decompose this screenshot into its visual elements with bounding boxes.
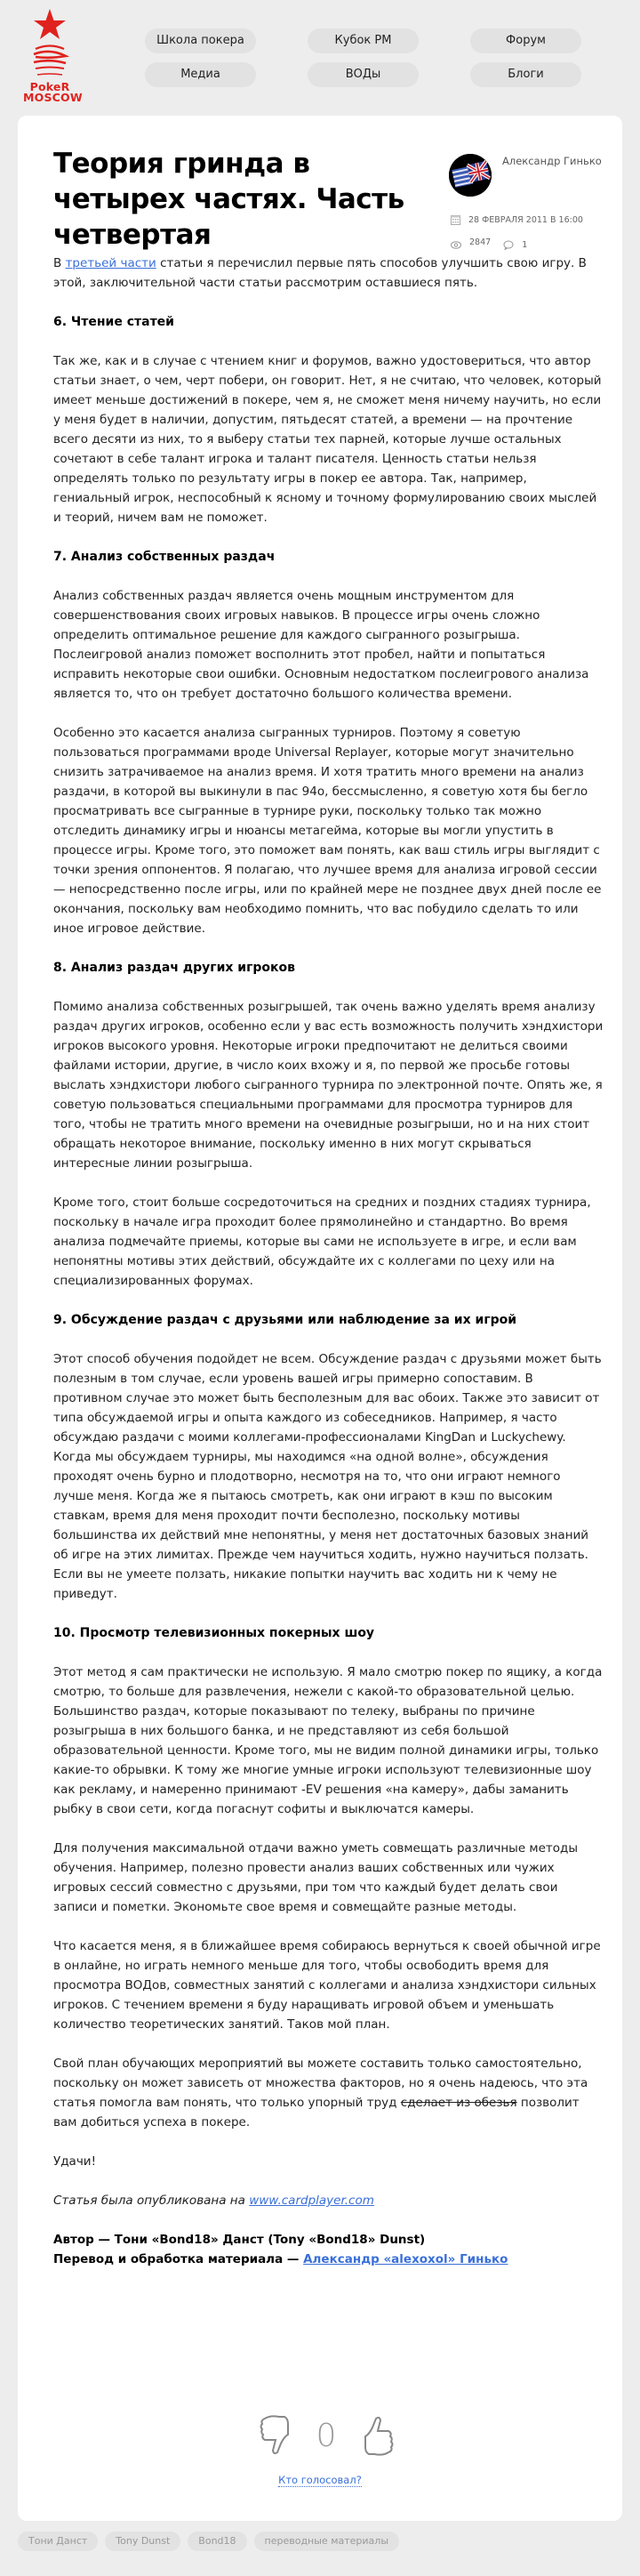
section-heading: 10. Просмотр телевизионных покерных шоу <box>53 1626 375 1640</box>
eye-icon <box>451 241 461 249</box>
paragraph: Так же, как и в случае с чтением книг и форумов, важно удостовериться, что автор статьи знает, о чем, черт побери, он говорит. Нет, я не считаю, что человек, который имеет меньше достижений в покере, чем я, не сможет меня ничему научить, но если у меня будет в наличии, допустим, пятьдесят статей, а времени — на прочтение всего десяти из них, то я выберу статьи тех парней, которые лучше остальных сочетают в себе талант игрока и талант писателя. Ценность статьи нельзя определять только по результату игры в покер ее автора. Так, например, гениальный игрок, неспособный к ясному и точному формулированию своих мыслей и теорий, ничем вам не поможет. <box>53 354 602 525</box>
translation-prefix: Перевод и обработка материала — <box>53 2252 304 2266</box>
who-voted <box>18 2472 622 2488</box>
date-text: 28 ФЕВРАЛЯ 2011 В 16:00 <box>468 215 583 225</box>
section-heading: 7. Анализ собственных раздач <box>53 550 276 564</box>
article-title: Теория гринда в четырех частях. Часть четвертая <box>53 148 404 251</box>
closing-text: Свой план обучающих мероприятий вы можете составить только самостоятельно, поскольку он может зависеть от множества факторов, но я очень надеюсь, что эта статья помогла вам понять, что только упорный труд <box>53 2057 588 2110</box>
nav-blogs[interactable]: Блоги <box>470 62 581 87</box>
comment-icon[interactable] <box>503 240 514 250</box>
paragraph: Для получения максимальной отдачи важно уметь совмещать различные методы обучения. Например, полезно провести анализ ваших собственных или чужих игровых сессий совместно с друзьями, при том что каждый будет делать свои записи и пометки. Экономьте свое время и совмещайте разные методы. <box>53 1841 579 1914</box>
logo-line-1: PokeR <box>29 80 70 93</box>
star-icon <box>23 7 76 80</box>
translation-credit <box>53 2250 604 2269</box>
nav-media[interactable]: Медиа <box>145 62 256 87</box>
paragraph: Кроме того, стоит больше сосредоточиться на средних и поздних стадиях турнира, поскольку в начале игра проходит более прямолинейно и стандартно. Во время анализа подмечайте приемы, которые вы сами не используете в игре, и если вам непонятны мотивы этих действий, обсуждайте их с коллегами по цеху или на специализированных форумах. <box>53 1195 591 1288</box>
nav-poker-school[interactable]: Школа покера <box>145 28 256 53</box>
paragraph: Этот метод я сам практически не использую. Я мало смотрю покер по ящику, а когда смотрю, то больше для развлечения, нежели с какой-то образовательной целью. Большинство раздач, которые показывают по телеку, выбраны по причине розыгрыша в них большого банка, и не представляют из себя большой образовательной ценности. Кроме того, мы не видим полной динамики игры, только какие-то обрывки. К тому же многие умные игроки используют телевизионные шоу как рекламу, и намеренно принимают -EV решения «на камеру», дабы заманить рыбку в свои сети, когда погаснут софиты и выключатся камеры. <box>53 1665 603 1816</box>
section-heading: 8. Анализ раздач других игроков <box>53 961 296 975</box>
source-prefix: Статья была опубликована на <box>53 2194 250 2208</box>
credits <box>53 2230 604 2269</box>
nav-vods[interactable]: ВОДы <box>308 62 419 87</box>
flag-avatar-icon <box>449 154 492 197</box>
thumbs-down-icon[interactable] <box>258 2413 302 2458</box>
author-name[interactable]: Александр Гинько <box>502 155 602 167</box>
paragraph: Этот способ обучения подойдет не всем. Обсуждение раздач с друзьями может быть полезным в том случае, если уровень вашей игры примерно сопоставим. В противном случае это может быть бесполезным для вас обоих. Также это зависит от типа обсуждаемой игры и опыта каждого из собеседников. Например, я часто обсуждаю раздачи с моими коллегами-профессионалами KingDan и Luckychewy. Когда мы обсуждаем турниры, мы находимся «на одной волне», обсуждения проходят очень бурно и плодотворно, несмотря на то, что они играют немного лучше меня. Когда же я пытаюсь смотреть, как они играют в кэш по высоким ставкам, время для меня проходит почти бесполезно, поскольку мотивы большинства их действий мне непонятны, у меня нет достаточных базовых знаний об игре на этих лимитах. Прежде чем научиться ходить, нужно научиться ползать. Если вы не умеете ползать, никакие попытки научить вас ходить ни к чему не приведут. <box>53 1352 602 1601</box>
author-avatar[interactable] <box>449 154 492 197</box>
part-three-link[interactable]: третьей части <box>65 256 156 270</box>
goodbye-text: Удачи! <box>53 2154 96 2169</box>
section-heading: 6. Чтение статей <box>53 315 174 329</box>
closing-text-end: позволит вам добиться успеха в покере. <box>53 2096 580 2129</box>
paragraph: Особенно это касается анализа сыгранных турниров. Поэтому я советую пользоваться программами вроде Universal Replayer, которые могут значительно снизить затрачиваемое на анализ время. И хотя тратить много времени на анализ раздачи, в которой вы выкинули в пас 94o, бессмысленно, я советую хотя бы бегло просматривать все сыгранные в турнире руки, поскольку только так можно отследить динамику игры и нюансы метагейма, которые вы могли упустить в процессе игры. Кроме того, это поможет вам понять, как ваш стиль игры выглядит с точки зрения оппонентов. Я полагаю, что лучшее время для анализа игровой сессии — непосредственно после игры, или по крайней мере не позднее двух дней после ее окончания, поскольку вам необходимо помнить, что вас побудило сделать то или иное игровое действие. <box>53 726 602 936</box>
tag-item[interactable]: Bond18 <box>188 2532 246 2551</box>
tag-item[interactable]: Тони Данст <box>18 2532 98 2551</box>
vote-count: 0 <box>316 2418 337 2454</box>
logo-line-2: MOSCOW <box>23 91 83 104</box>
site-header <box>0 0 640 116</box>
tag-item[interactable]: переводные материалы <box>254 2532 399 2551</box>
closing-paragraph <box>53 2054 604 2132</box>
who-voted-link[interactable]: Кто голосовал? <box>278 2474 362 2486</box>
nav-pm-cup[interactable]: Кубок PM <box>308 28 419 53</box>
translator-link[interactable]: Александр «alexoxol» Гинько <box>303 2252 508 2266</box>
nav-forum[interactable]: Форум <box>470 28 581 53</box>
tag-list <box>18 2532 399 2551</box>
publish-date <box>451 215 583 225</box>
thumbs-up-icon[interactable] <box>351 2413 396 2458</box>
paragraph: Что касается меня, я в ближайшее время собираюсь вернуться к своей обычной игре в онлайне, но играть немного меньше для того, чтобы освободить время для просмотра ВОДов, совместных занятий с коллегами и анализа хэндхистори сильных игроков. С течением времени я буду наращивать игровой объем и уменьшать количество теоретических занятий. Таков мой план. <box>53 1939 601 2032</box>
paragraph: Помимо анализа собственных розыгрышей, так очень важно уделять время анализу раздач других игроков, особенно если у вас есть возможность получить хэндхистори игроков высокого уровня. Некоторые игроки предпочитают не делиться своими файлами истории, другие, в число коих вхожу и я, по первой же просьбе готовы выслать хэндхистори любого сыгранного турнира по электронной почте. Опять же, я советую пользоваться специальными программами для просмотра турниров для того, чтобы не тратить много времени на очевидные розыгрыши, но и на них стоит обращать некоторое внимание, поскольку именно в них могут скрываться интересные линии розыгрыша. <box>53 1000 604 1171</box>
article-body <box>53 254 604 2269</box>
intro-text: В <box>53 256 66 270</box>
strikethrough-text: сделает из обезья <box>400 2096 517 2110</box>
section-heading: 9. Обсуждение раздач с друзьями или наблюдение за их игрой <box>53 1313 517 1327</box>
comments-count[interactable]: 1 <box>522 240 528 250</box>
calendar-icon <box>451 215 460 225</box>
intro-paragraph <box>53 254 604 293</box>
article-stats <box>451 237 528 250</box>
article-card <box>18 116 622 2521</box>
logo-text <box>23 80 83 104</box>
author-credit: Автор — Тони «Bond18» Данст (Tony «Bond18» Dunst) <box>53 2233 426 2247</box>
views-count: 2847 <box>469 237 492 247</box>
tag-item[interactable]: Tony Dunst <box>105 2532 180 2551</box>
voting-widget <box>18 2413 622 2484</box>
paragraph: Анализ собственных раздач является очень мощным инструментом для совершенствования своих игровых навыков. В процессе игры очень сложно определить оптимальное решение для каждого сыгранного розыгрыша. Послеигровой анализ поможет восполнить этот пробел, найти и попытаться исправить некоторые свои ошибки. Основным недостатком послеигрового анализа является то, что он требует достаточно большого количества времени. <box>53 589 589 701</box>
site-logo[interactable] <box>23 7 83 107</box>
source-link[interactable]: www.cardplayer.com <box>249 2194 374 2208</box>
intro-text-rest: статьи я перечислил первые пять способов улучшить свою игру. В этой, заключительной части статьи рассмотрим оставшиеся пять. <box>53 256 587 290</box>
source-note <box>53 2191 604 2210</box>
